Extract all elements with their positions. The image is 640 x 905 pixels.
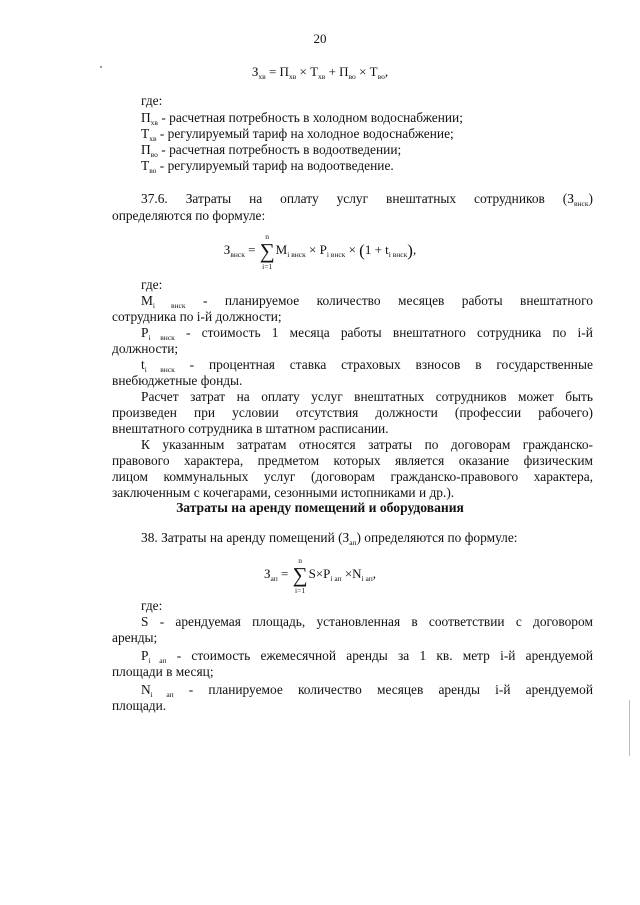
def-t-line1: $t_{i внск}$ - процентная ставка страховых взносов в государственные — [141, 357, 593, 374]
def-line: $Т_{хв}$ - регулируемый тариф на холодное водоснабжение; — [141, 126, 454, 143]
calc-para-line2: произведен при условии отсутствия должности (профессии рабочего) — [112, 405, 593, 420]
def-p-line2: должности; — [112, 341, 179, 356]
def-t-line2: внебюджетные фонды. — [112, 373, 243, 388]
calc-para-line1: Расчет затрат на оплату услуг внештатных сотрудников может быть — [141, 389, 593, 404]
paragraph-37-6-line2: определяются по формуле: — [112, 208, 266, 223]
def-m-line2: сотрудника по i-й должности; — [112, 309, 282, 324]
relates-para-line3: лицом коммунальных услуг (договорам гражданско-правового характера, — [112, 469, 593, 484]
def-line: $Т_{во}$ - регулируемый тариф на водоотведение. — [141, 158, 394, 175]
def-line: $П_{во}$ - расчетная потребность в водоотведении; — [141, 142, 402, 159]
def-line: $П_{хв}$ - расчетная потребность в холодном водоснабжении; — [141, 110, 463, 127]
def-p-line1: $P_{i внск}$ - стоимость 1 месяца работы внештатного сотрудника по i-й — [141, 325, 593, 342]
paragraph-37-6-line1: 37.6. Затраты на оплату услуг внештатных сотрудников $(З_{внск})$ — [141, 191, 593, 208]
def-m-line1: $M_{i внск}$ - планируемое количество месяцев работы внештатного — [141, 293, 593, 310]
page-number: 20 — [313, 31, 327, 46]
sum-symbol: n ∑ i=1 — [259, 232, 275, 271]
def-s-line2: аренды; — [112, 630, 158, 645]
relates-para-line4: заключенным с кочегарами, сезонными истопниками и др.). — [112, 485, 455, 500]
cold-water-formula: $З_{хв} = П_{хв} \times Т_{хв} + П_{во} \times Т_{во}$, — [251, 64, 389, 81]
scan-speck — [100, 66, 102, 68]
def-s-line1: S - арендуемая площадь, установленная в соответствии с договором — [141, 614, 593, 629]
relates-para-line1: К указанным затратам относятся затраты по договорам гражданско- — [141, 437, 593, 452]
def-rent-n-line1: $N_{i ап}$ - планируемое количество месяцев аренды i-й арендуемой — [141, 682, 594, 699]
where-label: где: — [141, 598, 163, 613]
relates-para-line2: правового характера, предметом которых является оказание физическим — [112, 453, 593, 468]
section-heading: Затраты на аренду помещений и оборудования — [176, 500, 464, 515]
def-rent-p-line2: площади в месяц; — [112, 664, 214, 679]
freelance-formula: $З_{внск}$ = n ∑ i=1 $M_{i внск} \times P_{i внск} \times (1 + t_{i внск})$, — [223, 232, 417, 271]
def-rent-n-line2: площади. — [112, 698, 167, 713]
scan-edge-mark — [629, 700, 630, 756]
sum-symbol: n ∑ i=1 — [292, 556, 308, 595]
paragraph-38: 38. Затраты на аренду помещений $(З_{ап})$ определяются по формуле: — [141, 530, 518, 547]
calc-para-line3: внештатного сотрудника в штатном расписании. — [112, 421, 389, 436]
def-rent-p-line1: $P_{i ап}$ - стоимость ежемесячной аренды за 1 кв. метр i-й арендуемой — [141, 648, 594, 665]
where-label: где: — [141, 93, 163, 108]
where-label: где: — [141, 277, 163, 292]
rent-formula: $З_{ап}$ = n ∑ i=1 $S\times P_{i ап} \times N_{i ап}$, — [263, 556, 377, 595]
